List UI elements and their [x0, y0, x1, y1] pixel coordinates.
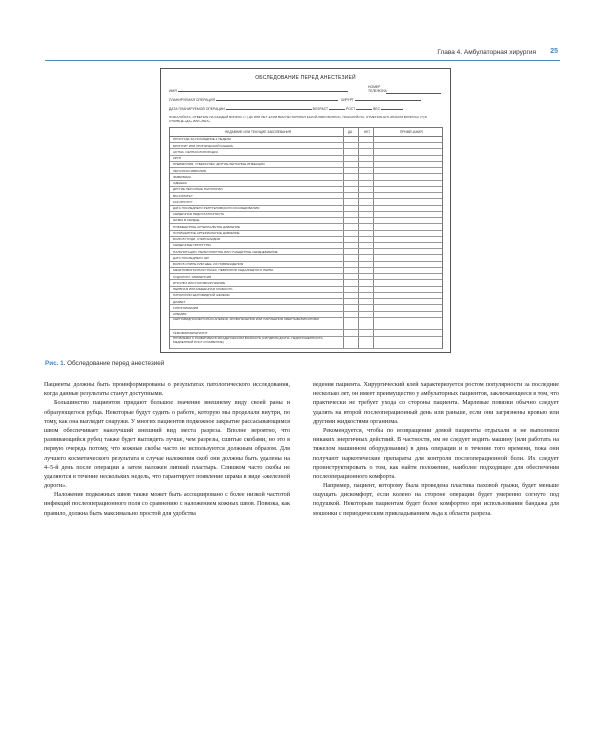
yes-column-header: ДА	[348, 130, 353, 134]
table-row-label: СЕРПОВИДНОКЛЕТОЧНАЯ АНЕМИЯ, КРОВОТЕЧЕНИЯ ИЛИ НАРУШЕНИЯ СВЁРТЫВАНИЯ КРОВИ	[173, 317, 319, 322]
form-title: ОБСЛЕДОВАНИЕ ПЕРЕД АНЕСТЕЗИЕЙ	[255, 75, 356, 81]
table-row-label: ДИАБЕТ	[173, 299, 186, 304]
table-row-label: ПНЕВМОНИЯ, ТУБЕРКУЛЁЗ, ДРУГИЕ ЛЁГОЧНЫЕ ИНФЕКЦИИ	[173, 162, 265, 167]
page-number: 25	[550, 48, 558, 55]
table-row-label: КАК МНОГО?	[173, 199, 193, 204]
paragraph: Наложение подкожных швов также может быть ассоциировано с более низкой частотой инфекций послеоперационного поля со сравнению с наложением кожных швов. Повязка, как правило, должна быть максимально простой для удобства	[44, 492, 290, 517]
paragraph: Большинство пациентов придают большое значение внешнему виду своей раны и образующегося рубца. Некоторые будут судить о работе, которую мы проделали внутри, по тому, как она выглядит снаружи. У многих пациентов подкожное закрытие рассасывающимся швом обеспечивает наилучший внешний вид места разреза. Вполне вероятно, что развивающийся рубец также будет выглядеть лучше, чем разрезы, сшитые скобами, но это в первую очередь потому, что кожные скобы часто не используются должным образом. Для лучшего косметического результата в случае наложения скоб они должны быть удалены на 4–5-й день после операции а затем наложен липкий пластырь. Слишком часто скобы не удаляются в течение нескольких недель, что гарантирует появление шрама в виде «железной дороги».	[44, 400, 290, 490]
anesthesia-form	[160, 68, 451, 353]
table-row-label: ЛЁГОЧНАЯ ЭМБОЛИЯ	[173, 168, 207, 173]
no-column-header: НЕТ	[364, 130, 371, 134]
table-row-label: СЕРДЕЧНАЯ НЕДОСТАТОЧНОСТЬ	[173, 212, 225, 217]
table-row-label: ШУМЫ В СЕРДЦЕ	[173, 218, 200, 223]
table-row	[170, 317, 442, 330]
table-row-label: АСТМА, СЕННАЯ ЛИХОРАДКА	[173, 149, 218, 154]
text-column-right	[313, 381, 559, 519]
table-row-label: ПОВЫШЕННОЕ АРТЕРИАЛЬНОЕ ДАВЛЕНИЕ	[173, 224, 240, 229]
date-age-field: ДАТА ПЛАНИРУЕМОЙ ОПЕРАЦИИ ВОЗРАСТ РОСТ ВЕС	[169, 106, 442, 111]
table-row-label: СУДОРОГИ, ЭПИЛЕПСИЯ	[173, 274, 212, 279]
table-row-label: ИНСУЛЬТ ИЛИ ГОЛОВОКРУЖЕНИЕ	[173, 280, 226, 285]
table-row-label: БРОНХИТ ИЛИ ХРОНИЧЕСКИЙ КАШЕЛЬ	[173, 143, 234, 148]
operation-field: ПЛАНИРУЕМАЯ ОПЕРАЦИЯ ХИРУРГ	[169, 97, 442, 102]
paragraph: ведения пациента. Хирургический клей характеризуется ростом популярности за последние несколько лет, он имеет преимущество у амбулаторных пациентов, заключающееся в том, что практически не требует ухода со стороны пациента. Марлевые повязки обычно следует удалять на второй послеоперационный день или раньше, если они загрязнены кровью или другими жидкостями организма.	[313, 382, 559, 425]
condition-column-header: НЕДАВНИЕ ИЛИ ТЕКУЩИЕ ЗАБОЛЕВАНИЯ	[225, 130, 292, 134]
figure-caption	[45, 360, 164, 367]
table-row-label: БОЛИ В ГРУДИ, СТЕНОКАРДИЯ	[173, 237, 220, 242]
form-instructions: ПОЖАЛУЙСТА, ОТВЕТЬТЕ НА КАЖДЫЙ ВОПРОС (✓) ДА ИЛИ НЕТ. ЕСЛИ ВАМ НЕ ПОНЯТЕН КАКОЙ-ЛИБО ВОПРОС, ПОЖАЛУЙСТА, ОТМЕТЬТЕ ЕГО ЗНАКОМ ВОПРОСА (?) В СТОЛБЦЕ «ДА» ИЛИ «НЕТ».	[169, 115, 427, 123]
table-row-label: ДАТА ПОСЛЕДНЕГО РЕНТГЕНОВСКОГО ИССЛЕДОВАНИЯ	[173, 205, 260, 210]
table-row-label: БОЛИ В СПИНЕ ИЛИ ШЕЕ, ИХ ПОВРЕЖДЕНИЯ	[173, 262, 243, 267]
table-row-label: ПРОБЛЕМЫ С РАЗВИТИЕМ В МЛАДЕНЧЕСКОМ ВОЗРАСТЕ (СИНДРОМ ДАУНА, НЕДОНОШЕННОСТЬ, МЕДЛЕННЫЙ РОСТ И РАЗВИТИЕ)	[173, 335, 324, 344]
name-field: ИМЯ НОМЕР ТЕЛЕФОНА	[169, 88, 442, 93]
table-row-label: НЕРВНАЯ ИЛИ МЫШЕЧНАЯ СЛАБОСТЬ	[173, 287, 233, 292]
table-row-label: СЕРДЕЧНЫЕ ПРИСТУПЫ	[173, 243, 211, 248]
paragraph: Рекомендуется, чтобы по возвращении домой пациенты отдыхали и не выполняли никаких энергичных действий. В частности, им не следует водить машину (или работать на тяжелом машинном оборудовании) в день операции и в течение того времени, пока они получают наркотические препараты для контроля послеоперационной боли. Их следует проинструктировать о том, как найти положение, наиболее подходящее для обеспечения послеоперационного комфорта.	[313, 427, 559, 480]
table-row-label: КРУП	[173, 156, 181, 161]
table-row-label: ЭМФИЗЕМА	[173, 174, 191, 179]
table-row-label: ПАЛЬПИТАЦИИ, НЕРЕГУЛЯРНОЕ ИЛИ УЧАЩЁННОЕ СЕРДЦЕБИЕНИЕ	[173, 249, 278, 254]
table-row-label: ПАТОЛОГИИ ЩИТОВИДНОЙ ЖЕЛЕЗЫ	[173, 293, 230, 298]
table-row-label: ПОНИЖЕННОЕ АРТЕРИАЛЬНОЕ ДАВЛЕНИЕ	[173, 230, 240, 235]
paragraph: Пациенты должны быть проинформированы о результатах патологического исследования, когда данные результаты станут доступными.	[44, 382, 290, 398]
chapter-title: Глава 4. Амбулаторная хирургия	[437, 49, 536, 56]
header-rule	[45, 60, 560, 61]
table-row-label: ВЫ КУРИТЕ?	[173, 193, 193, 198]
conditions-table	[169, 127, 443, 349]
table-row-label: ГЕМОФИЛИЯ/ГЕПАТИТ	[173, 330, 208, 335]
table-row-label: ДРУГИЕ ЛЁГОЧНЫЕ ПАТОЛОГИИ	[173, 187, 223, 192]
table-row-label: ДАТА ПОСЛЕДНЕГО ЭКГ	[173, 255, 210, 260]
running-header	[45, 48, 558, 60]
table-row-label: ПРОСТУДА ЗА ПОСЛЕДНИЕ 2 НЕДЕЛИ	[173, 137, 231, 142]
notes-column-header: ПРИМЕЧАНИЯ	[400, 130, 423, 134]
figure-label: Рис. 1.	[45, 360, 66, 367]
table-row-label: МЕЖПОЗВОНОЧНАЯ ГРЫЖА, НЕВРАЛГИЯ СЕДАЛИЩНОГО НЕРВА	[173, 268, 274, 273]
text-column-left	[44, 381, 290, 519]
table-row-label: ОДЫШКА	[173, 181, 187, 186]
figure-caption-text: Обследование перед анестезией	[67, 360, 165, 367]
table-row-label: АНЕМИЯ	[173, 311, 187, 316]
paragraph: Например, пациент, которому была проведена пластика паховой грыжи, будет меньше ощущать дискомфорт, если колено на стороне операции будет умеренно согнуто под подушкой. Некоторым пациентам будет более комфортно при использовании бандажа для мошонки с периодическим прикладыванием льда к области разреза.	[313, 483, 559, 517]
table-row	[170, 336, 442, 349]
table-row-label: ГИПОГЛИКЕМИЯ	[173, 305, 199, 310]
